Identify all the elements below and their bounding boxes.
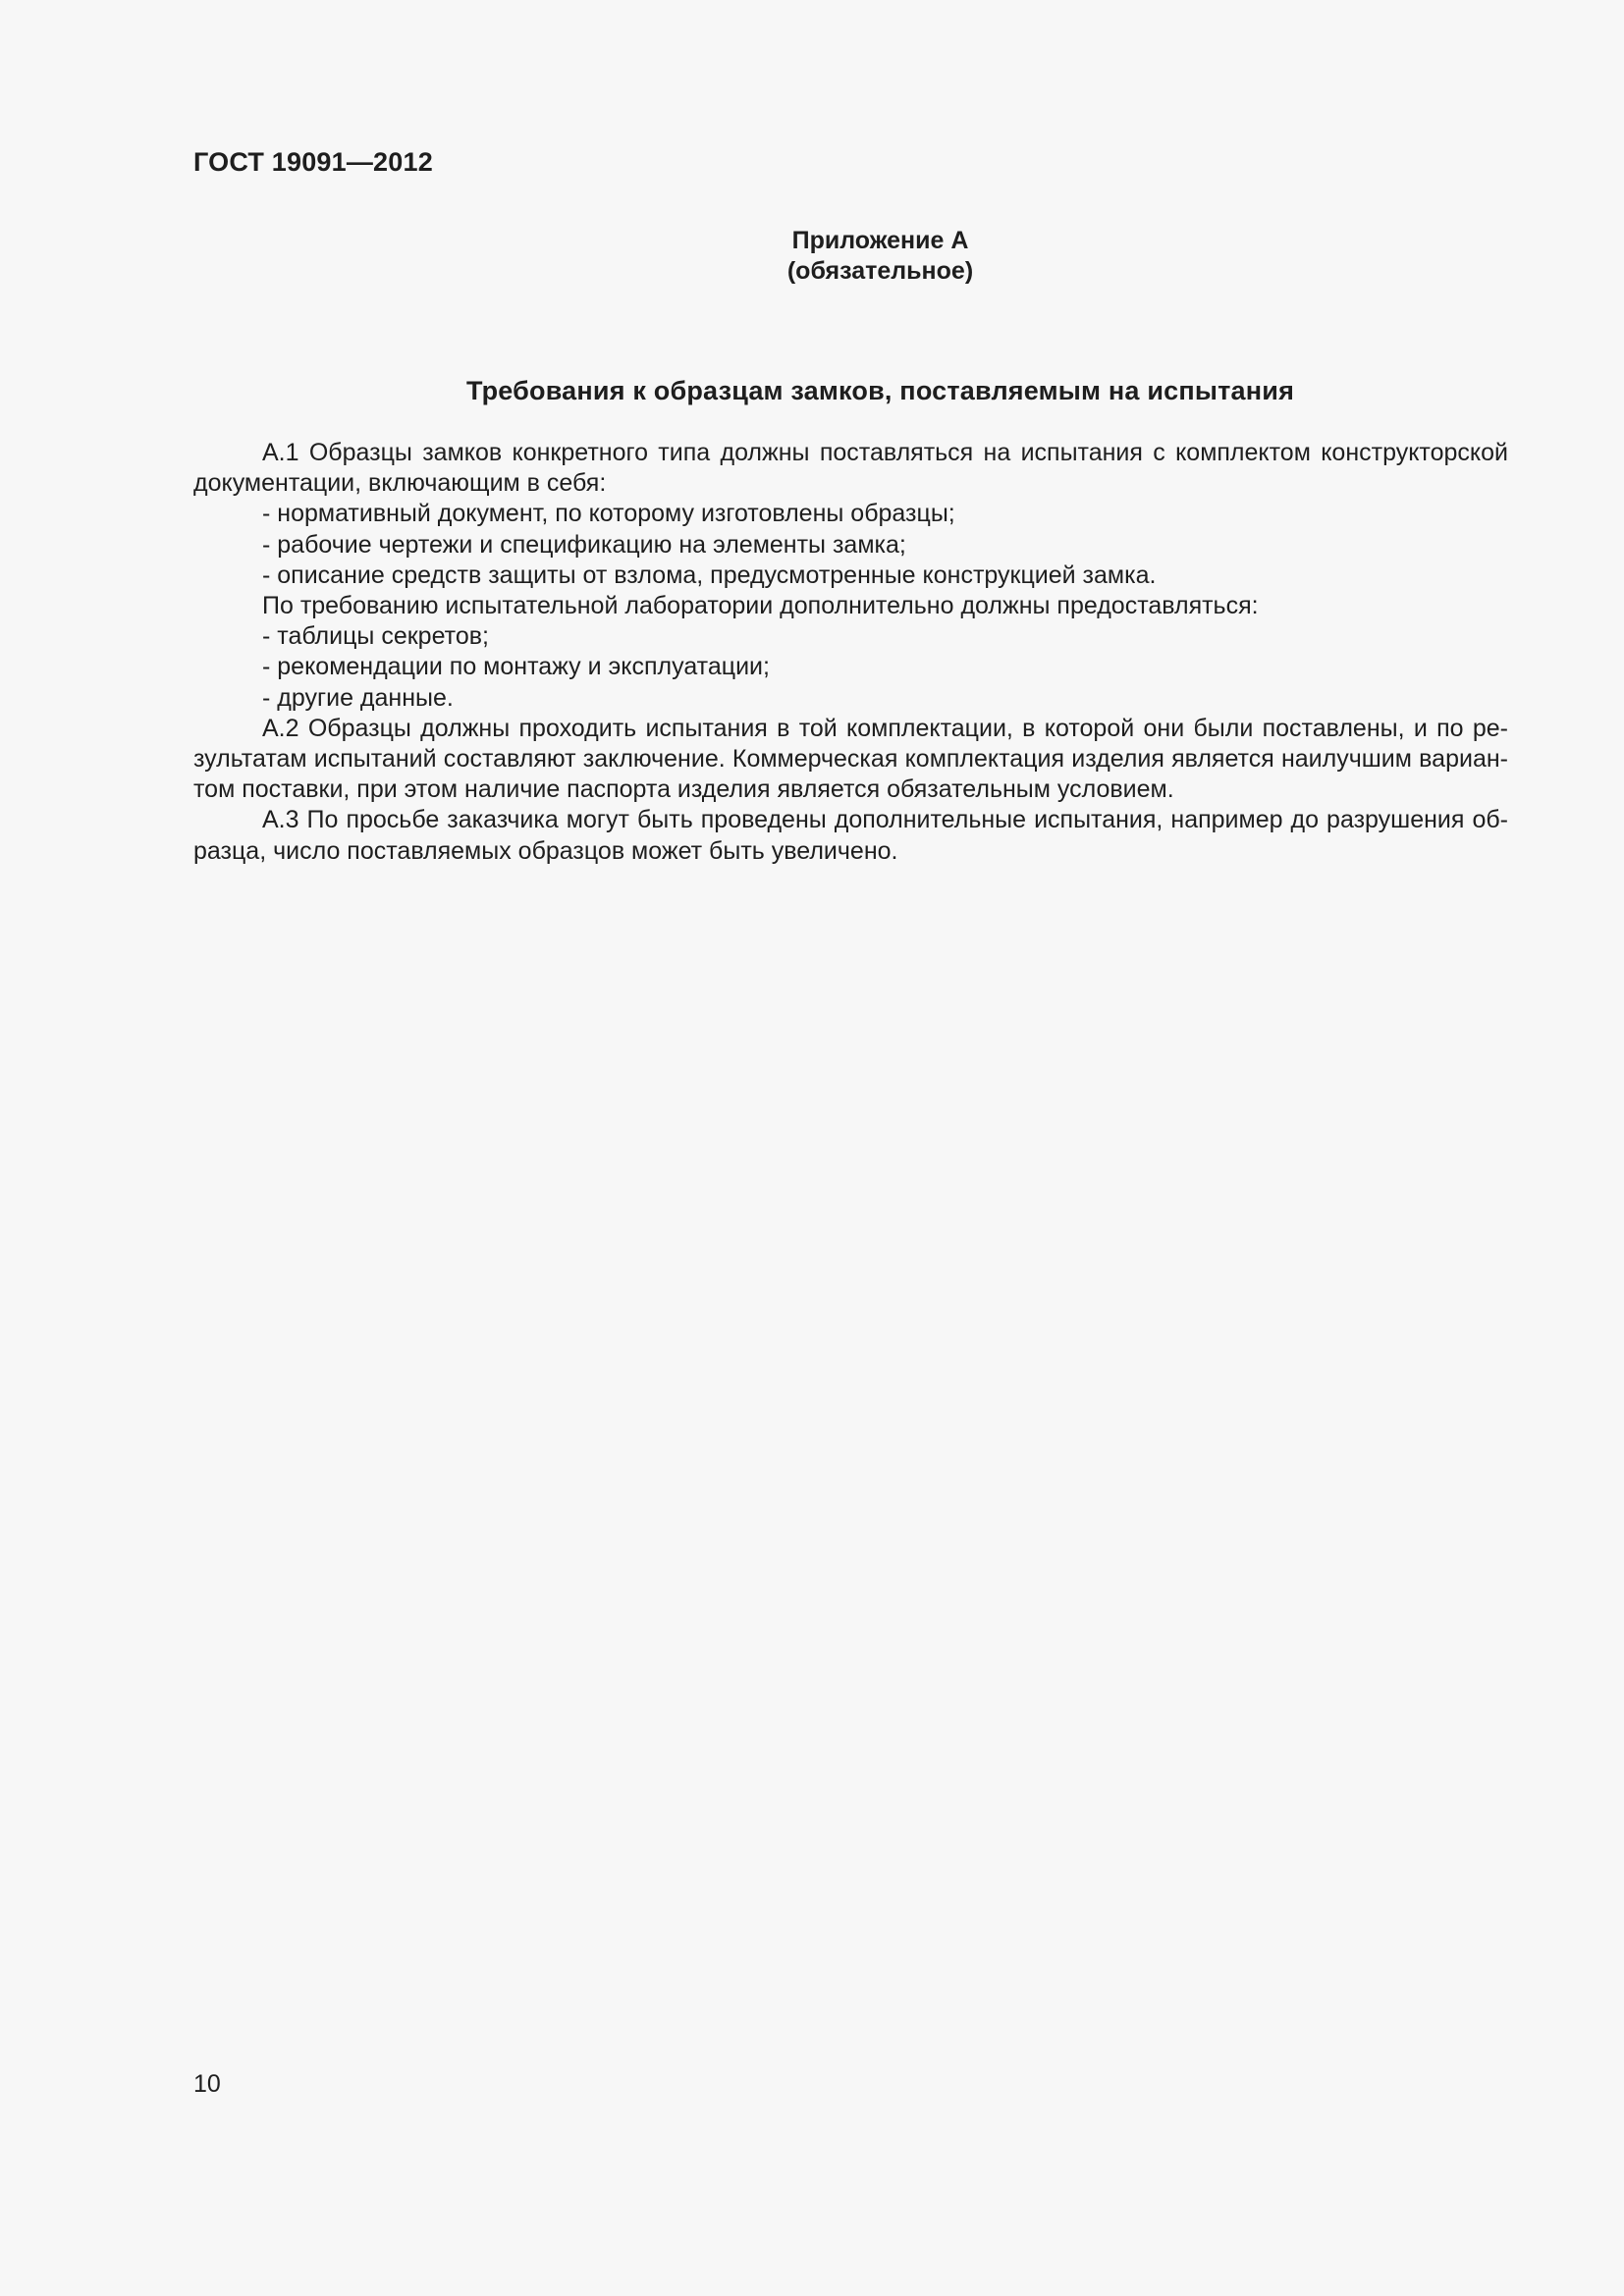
body-text [193,438,1508,867]
list-item: - другие данные. [262,683,454,712]
section-title: Требования к образцам замков, поставляемым на испытания [465,376,1295,405]
appendix-heading [193,226,1508,287]
paragraph-a3: А.3 По просьбе заказчика могут быть проведены дополнительные испытания, например до разрушения образца, число поставляемых образцов может быть увеличено. [193,806,1508,865]
list-item: - рекомендации по монтажу и эксплуатации; [262,653,770,681]
page-number: 10 [193,2070,221,2098]
paragraph-a1: А.1 Образцы замков конкретного типа должны поставляться на испытания с комплектом конструкторской документации, включающим в себя: [193,439,1508,498]
list-item: - таблицы секретов; [262,622,489,651]
list-item: - нормативный документ, по которому изготовлены образцы; [262,500,955,528]
document-code: ГОСТ 19091—2012 [193,147,433,177]
list-item: - рабочие чертежи и спецификацию на элементы замка; [262,530,906,559]
appendix-status: (обязательное) [786,257,974,285]
list-item: - описание средств защиты от взлома, предусмотренные конструкцией замка. [262,561,1157,589]
appendix-title: Приложение А [791,227,969,254]
paragraph-lab-request: По требованию испытательной лаборатории дополнительно должны предоставляться: [262,592,1259,620]
paragraph-a2: А.2 Образцы должны проходить испытания в той комплектации, в которой они были поставлены, и по результатам испытаний составляют заключение. Коммерческая комплектация изделия является наилучшим вариантом поставки, при этом наличие паспорта изделия является обязательным условием. [193,714,1508,804]
